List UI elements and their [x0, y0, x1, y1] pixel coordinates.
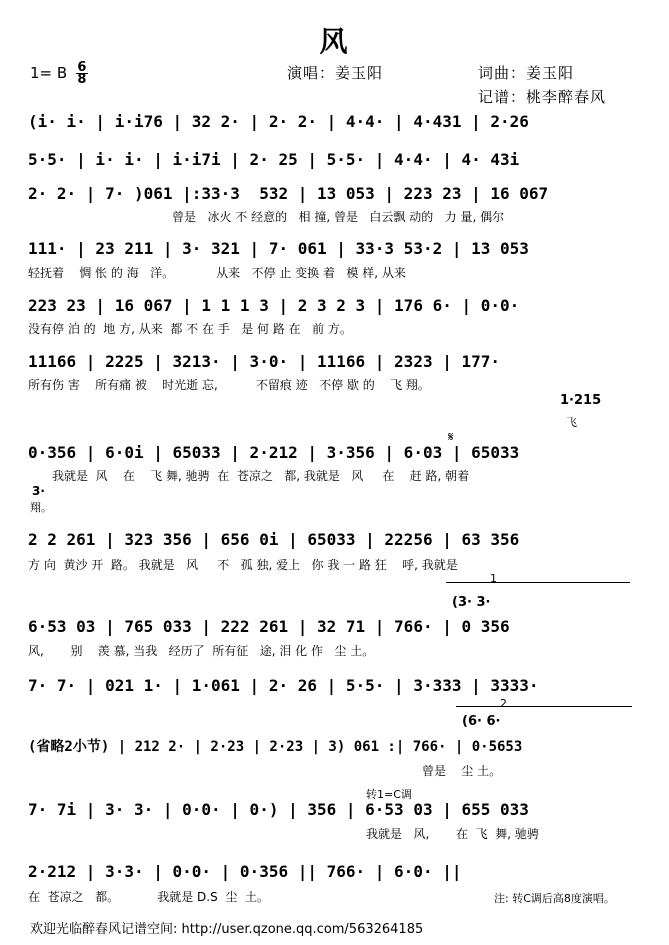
staff-row-12: 7· 7i | 3· 3· | 0·0· | 0·) | 356 | 6·53 03 | 655 033 — [28, 800, 529, 819]
time-signature — [76, 62, 88, 85]
key-signature — [30, 62, 88, 85]
singer-credit: 演唱：姜玉阳 — [287, 64, 384, 82]
key-label: 1= B — [30, 64, 68, 82]
footer-credit: 欢迎光临醉春风记谱空间: http://user.qzone.qq.com/563264185 — [30, 922, 424, 937]
lyric-row-7: 我就是 风 在 飞 舞, 驰骋 在 苍凉之 都, 我就是 风 在 赶 路, 朝着 — [52, 469, 470, 483]
staff-row-13: 2·212 | 3·3· | 0·0· | 0·356 || 766· | 6·0· || — [28, 862, 462, 881]
staff-row-6: 11166 | 2225 | 3213· | 3·0· | 11166 | 2323 | 177· — [28, 352, 501, 371]
lyric-row-5: 没有停 泊 的 地 方, 从来 都 不 在 手 是 何 路 在 前 方。 — [28, 322, 352, 336]
extra-lyric: 翔。 — [30, 501, 52, 514]
staff-row-4: 111· | 23 211 | 3· 321 | 7· 061 | 33·3 53·2 | 13 053 — [28, 239, 529, 258]
staff-row-8: 2 2 261 | 323 356 | 656 0i | 65033 | 22256 | 63 356 — [28, 530, 520, 549]
time-top: 6 — [77, 60, 87, 75]
time-bottom: 8 — [77, 72, 87, 87]
lyric-row-9: 风, 别 羡 慕, 当我 经历了 所有征 途, 泪 化 作 尘 土。 — [28, 644, 375, 658]
segno-sign: 𝄋 — [448, 430, 454, 445]
staff-row-11: (省略2小节) | 212 2· | 2·23 | 2·23 | 3) 061 :| 766· | 0·5653 — [28, 739, 523, 755]
transposition-note: 注: 转C调后高8度演唱。 — [494, 892, 615, 905]
staff-row-10: 7· 7· | 021 1· | 1·061 | 2· 26 | 5·5· | 3·333 | 3333· — [28, 676, 539, 695]
alt-ending-lyric: 飞 — [566, 416, 577, 429]
song-title: 风 — [319, 25, 350, 58]
volta-1-notes: (3· 3· — [452, 595, 491, 610]
transcriber-credit: 记谱：桃李醉春风 — [478, 88, 607, 106]
lyric-row-12: 我就是 风, 在 飞 舞, 驰骋 — [366, 827, 539, 841]
volta-1-label: 1 — [490, 572, 497, 585]
staff-row-2: 5·5· | i· i· | i·i7i | 2· 25 | 5·5· | 4·4· | 4· 43i — [28, 150, 520, 169]
extra-note: 3· — [32, 484, 45, 498]
staff-row-1: (i· i· | i·i76 | 32 2· | 2· 2· | 4·4· | 4·431 | 2·26 — [28, 112, 529, 131]
lyric-row-13: 在 苍凉之 都。 我就是 D.S 尘 土。 — [28, 890, 269, 904]
staff-row-3: 2· 2· | 7· )061 |:33·3 532 | 13 053 | 223 23 | 16 067 — [28, 184, 549, 203]
alt-ending-notes: 1·215 — [560, 393, 602, 408]
volta-2-notes: (6· 6· — [462, 714, 501, 729]
composer-credit: 词曲：姜玉阳 — [478, 64, 575, 82]
staff-row-5: 223 23 | 16 067 | 1 1 1 3 | 2 3 2 3 | 176 6· | 0·0· — [28, 296, 520, 315]
lyric-row-4: 轻抚着 惆 怅 的 海 洋。 从来 不停 止 变换 着 模 样, 从来 — [28, 266, 406, 280]
key-change-label: 转1=C调 — [366, 788, 412, 801]
lyric-row-8: 方 向 黄沙 开 路。 我就是 风 不 孤 独, 爱上 你 我 一 路 狂 呼, 我就是 — [28, 558, 458, 572]
lyric-row-6: 所有伤 害 所有痛 被 时光逝 忘, 不留痕 迹 不停 歇 的 飞 翔。 — [28, 378, 430, 392]
staff-row-9: 6·53 03 | 765 033 | 222 261 | 32 71 | 766· | 0 356 — [28, 617, 510, 636]
staff-row-7: 0·356 | 6·0i | 65033 | 2·212 | 3·356 | 6·03 | 65033 — [28, 443, 520, 462]
lyric-row-3: 曾是 冰火 不 经意的 相 撞, 曾是 白云飘 动的 力 量, 偶尔 — [172, 210, 505, 224]
lyric-row-11: 曾是 尘 土。 — [422, 764, 502, 778]
volta-2-label: 2 — [500, 697, 507, 710]
